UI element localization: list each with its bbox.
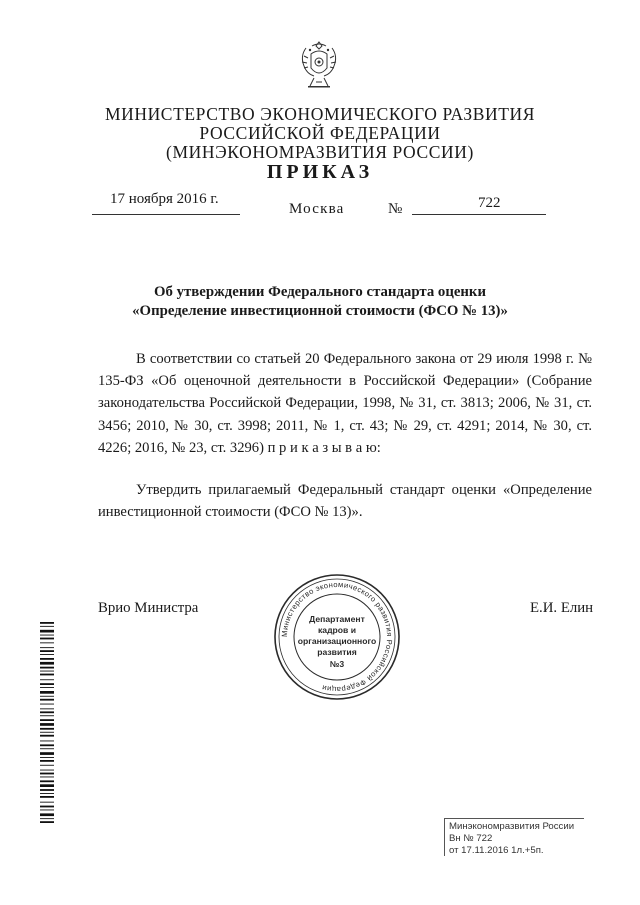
order-subject bbox=[0, 283, 640, 321]
ministry-short-name: (МИНЭКОНОМРАЗВИТИЯ РОССИИ) bbox=[166, 142, 474, 162]
barcode-icon bbox=[40, 622, 54, 826]
subject-line2: «Определение инвестиционной стоимости (ФСО № 13)» bbox=[132, 303, 508, 319]
date-underline bbox=[92, 214, 240, 215]
stamp-line3: организационного bbox=[297, 636, 377, 646]
registration-stamp bbox=[444, 818, 584, 856]
registration-line2: Вн № 722 bbox=[449, 833, 493, 844]
coat-of-arms-icon bbox=[296, 38, 342, 92]
signatory-name: Е.И. Елин bbox=[530, 600, 594, 616]
stamp-line2: кадров и bbox=[318, 625, 356, 635]
subject-line1: Об утверждении Федерального стандарта оценки bbox=[154, 284, 486, 300]
registration-line3: от 17.11.2016 1л.+5п. bbox=[449, 845, 544, 856]
body-paragraph-1: В соответствии со статьей 20 Федерального закона от 29 июля 1998 г. № 135-ФЗ «Об оценочной деятельности в Российской Федерации» (Собрание законодательства Российской Федерации, 1998, № 31, ст. 3813; 2006, № 31, ст. 3456; 2010, № 30, ст. 3998; 2011, № 1, ст. 43; № 29, ст. 4291; 2014, № 30, ст. 4226; 2016, № 23, ст. 3296) п р и к а з ы в а ю: bbox=[98, 351, 592, 456]
order-city: Москва bbox=[289, 201, 345, 217]
document-type-title: ПРИКАЗ bbox=[266, 161, 374, 183]
number-sign: № bbox=[388, 201, 403, 217]
stamp-line1: Департамент bbox=[309, 614, 365, 624]
order-date: 17 ноября 2016 г. bbox=[110, 191, 219, 207]
ministry-name-line1: МИНИСТЕРСТВО ЭКОНОМИЧЕСКОГО РАЗВИТИЯ bbox=[104, 104, 536, 124]
stamp-line4: развития bbox=[317, 647, 357, 657]
signatory-position: Врио Министра bbox=[98, 600, 199, 616]
stamp-ring-text: Министерство экономического развития Российской Федерации bbox=[279, 579, 395, 695]
number-underline bbox=[412, 214, 546, 215]
ministry-name-line2: РОССИЙСКОЙ ФЕДЕРАЦИИ bbox=[199, 123, 441, 143]
body-paragraph-2: Утвердить прилагаемый Федеральный стандарт оценки «Определение инвестиционной стоимости (ФСО № 13)». bbox=[98, 482, 592, 521]
department-stamp bbox=[272, 572, 402, 702]
order-number: 722 bbox=[478, 195, 501, 211]
registration-line1: Минэкономразвития России bbox=[449, 821, 575, 832]
stamp-line5: №3 bbox=[329, 659, 345, 669]
